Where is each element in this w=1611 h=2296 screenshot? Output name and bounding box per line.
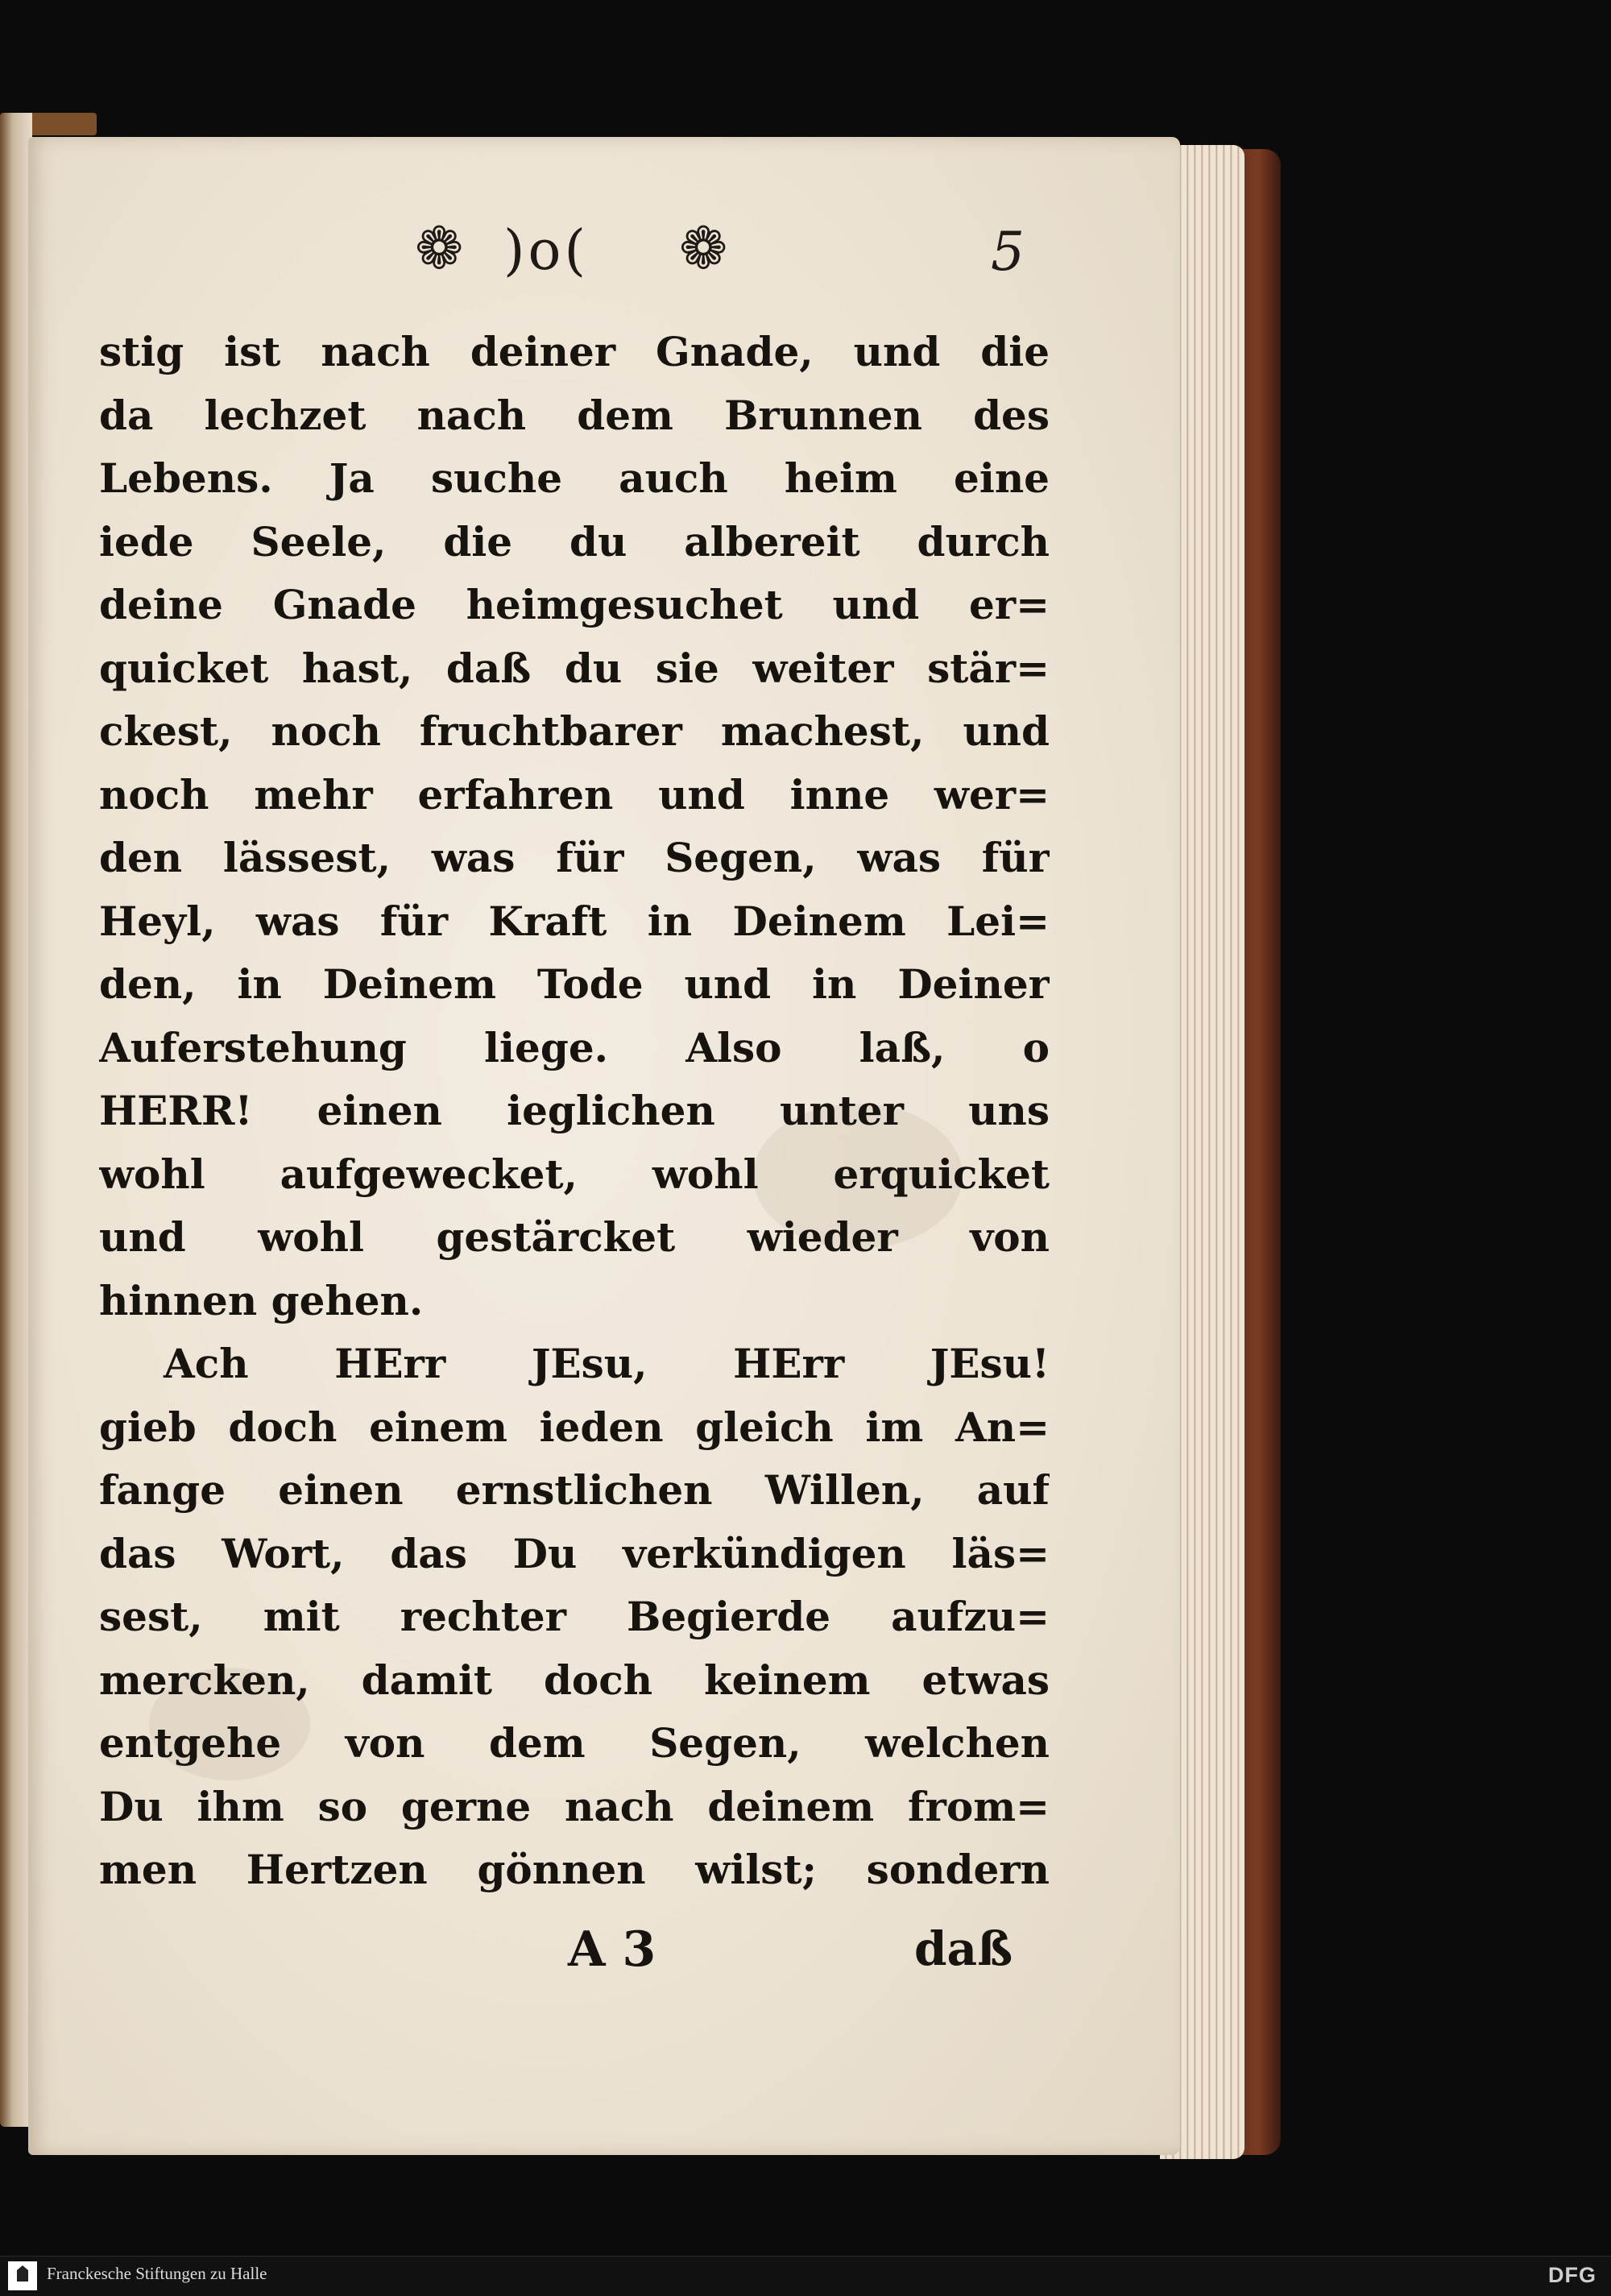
- book-page: [28, 137, 1180, 2155]
- text-line: HERR! einen ieglichen unter uns: [99, 1087, 1050, 1134]
- text-line: deine Gnade heimgesuchet und er=: [99, 581, 1050, 628]
- text-line: Heyl, was für Kraft in Deinem Lei=: [99, 897, 1050, 945]
- text-line: entgehe von dem Segen, welchen: [99, 1719, 1050, 1767]
- text-line: noch mehr erfahren und inne wer=: [99, 770, 1050, 819]
- text-line: fange einen ernstlichen Willen, auf: [99, 1466, 1050, 1514]
- floral-ornament-icon: ❁: [679, 214, 728, 282]
- text-line: men Hertzen gönnen wilst; sondern: [99, 1846, 1050, 1893]
- signature-mark: A 3: [568, 1921, 656, 1978]
- floral-ornament-icon: ❁: [415, 214, 464, 282]
- running-head: )o(: [503, 219, 589, 283]
- text-line: ckest, noch fruchtbarer machest, und: [99, 707, 1050, 755]
- viewer-footer-bar: [0, 2256, 1611, 2296]
- franckesche-stiftungen-logo-icon[interactable]: [8, 2261, 37, 2290]
- institution-name[interactable]: Franckesche Stiftungen zu Halle: [47, 2264, 267, 2283]
- text-line: sest, mit rechter Begierde aufzu=: [99, 1593, 1050, 1640]
- text-line: Du ihm so gerne nach deinem from=: [99, 1782, 1050, 1830]
- text-line: hinnen gehen.: [99, 1276, 424, 1324]
- text-line: stig ist nach deiner Gnade, und die: [99, 328, 1050, 375]
- text-line: das Wort, das Du verkündigen läs=: [99, 1529, 1050, 1577]
- text-line: Ach HErr JEsu, HErr JEsu!: [164, 1340, 1050, 1387]
- text-line: und wohl gestärcket wieder von: [99, 1213, 1050, 1261]
- dfg-logo[interactable]: DFG: [1548, 2263, 1597, 2287]
- text-line: den lässest, was für Segen, was für: [99, 834, 1050, 881]
- body-text: [99, 321, 1050, 1902]
- text-line: iede Seele, die du albereit durch: [99, 517, 1050, 566]
- text-line: mercken, damit doch keinem etwas: [99, 1656, 1050, 1704]
- text-line: Lebens. Ja suche auch heim eine: [99, 454, 1050, 502]
- text-line: wohl aufgewecket, wohl erquicket: [99, 1150, 1050, 1198]
- text-line: da lechzet nach dem Brunnen des: [99, 391, 1050, 439]
- page-header: [28, 214, 1180, 290]
- page-number: 5: [991, 221, 1025, 283]
- text-line: gieb doch einem ieden gleich im An=: [99, 1403, 1050, 1451]
- page-footer: [28, 1921, 1180, 1994]
- text-line: den, in Deinem Tode und in Deiner: [99, 960, 1050, 1008]
- text-line: Auferstehung liege. Also laß, o: [99, 1023, 1050, 1071]
- previous-page-edge: [0, 113, 32, 2127]
- text-line: quicket hast, daß du sie weiter stär=: [99, 644, 1050, 692]
- catchword: daß: [914, 1921, 1013, 1976]
